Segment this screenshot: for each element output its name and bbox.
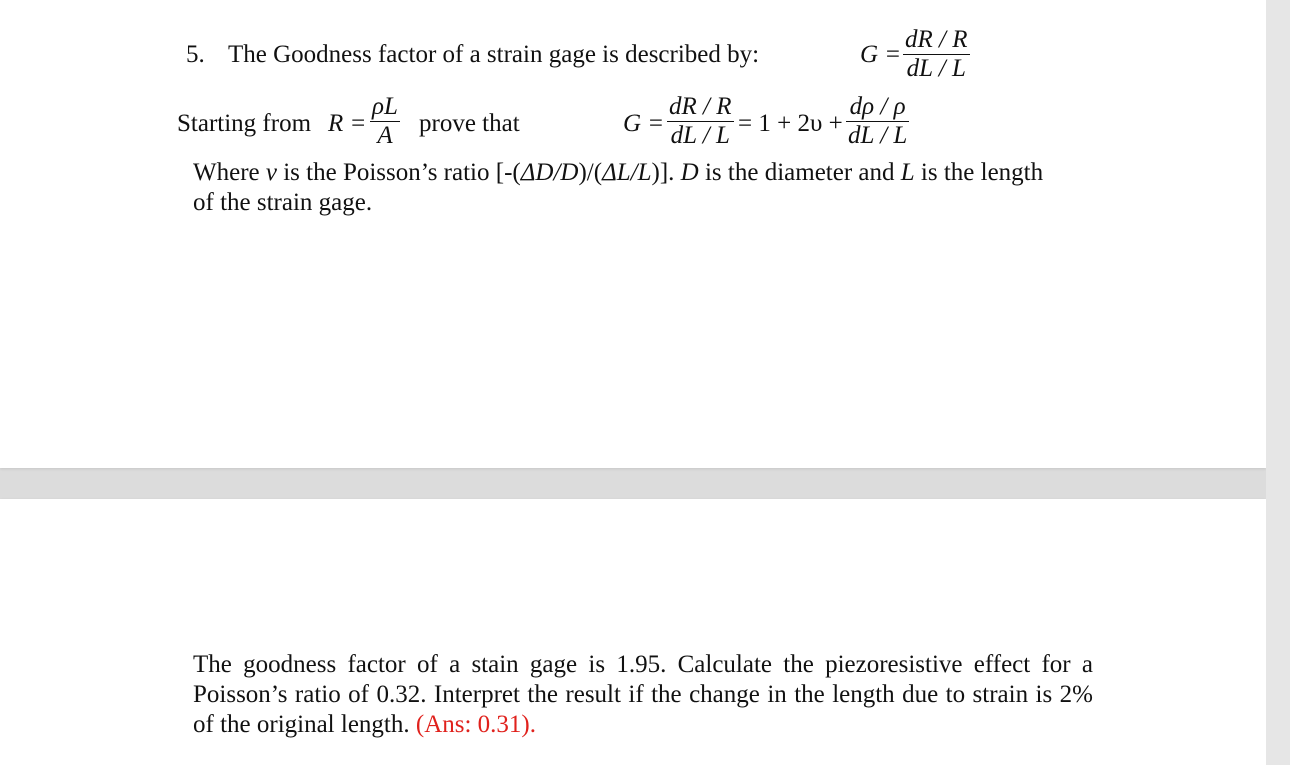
where-line-1 [193,158,1043,188]
where-text-part: )]. [651,159,681,186]
where-text-part: is the Poisson’s ratio [-( [276,159,521,186]
exercise-paragraph [193,650,1093,740]
where-text-part: )/( [578,159,603,186]
resistivity-numerator: dρ / ρ [849,93,906,120]
where-line-2: of the strain gage. [193,189,373,216]
resistivity-denominator: dL / L [848,122,908,150]
prove-text: prove that [419,110,520,137]
problem-number: 5. [186,41,205,68]
length-symbol: L [900,159,915,186]
exercise-text: The goodness factor of a stain gage is 1.95. Calculate the piezoresistive effect for a Poisson’s ratio of 0.32. Interpret the result if the change in the length due to strain is 2% of the original length. [193,651,1093,738]
problem-lead-text: The Goodness factor of a strain gage is described by: [228,41,760,68]
document-page-2 [0,499,1266,765]
where-text-part: is the length [914,159,1044,186]
scrollbar-track[interactable] [1266,0,1290,765]
proof-g-fraction [667,93,734,150]
proof-g-lhs: G = [623,110,665,137]
proof-g-numerator: dR / R [669,93,732,120]
goodness-denominator: dL / L [906,55,966,83]
proof-g-denominator: dL / L [670,122,730,150]
proof-middle-terms: = 1 + 2υ + [738,110,843,137]
where-text-part: is the diameter and [698,159,901,186]
answer-text: (Ans: 0.31). [415,711,537,738]
goodness-lhs: G = [860,41,902,68]
length-strain: ΔL/L [602,159,652,186]
goodness-numerator: dR / R [905,26,968,53]
diameter-symbol: D [680,159,699,186]
diameter-strain: ΔD/D [520,159,579,186]
resistance-fraction [370,93,400,150]
where-text-part: Where [193,159,266,186]
starting-label: Starting from [177,110,312,137]
resistivity-fraction [846,93,909,150]
resistance-lhs: R = [328,110,367,137]
resistance-denominator: A [377,122,393,150]
resistance-numerator: ρL [372,93,398,120]
goodness-fraction [903,26,970,83]
poisson-symbol: v [265,159,277,186]
